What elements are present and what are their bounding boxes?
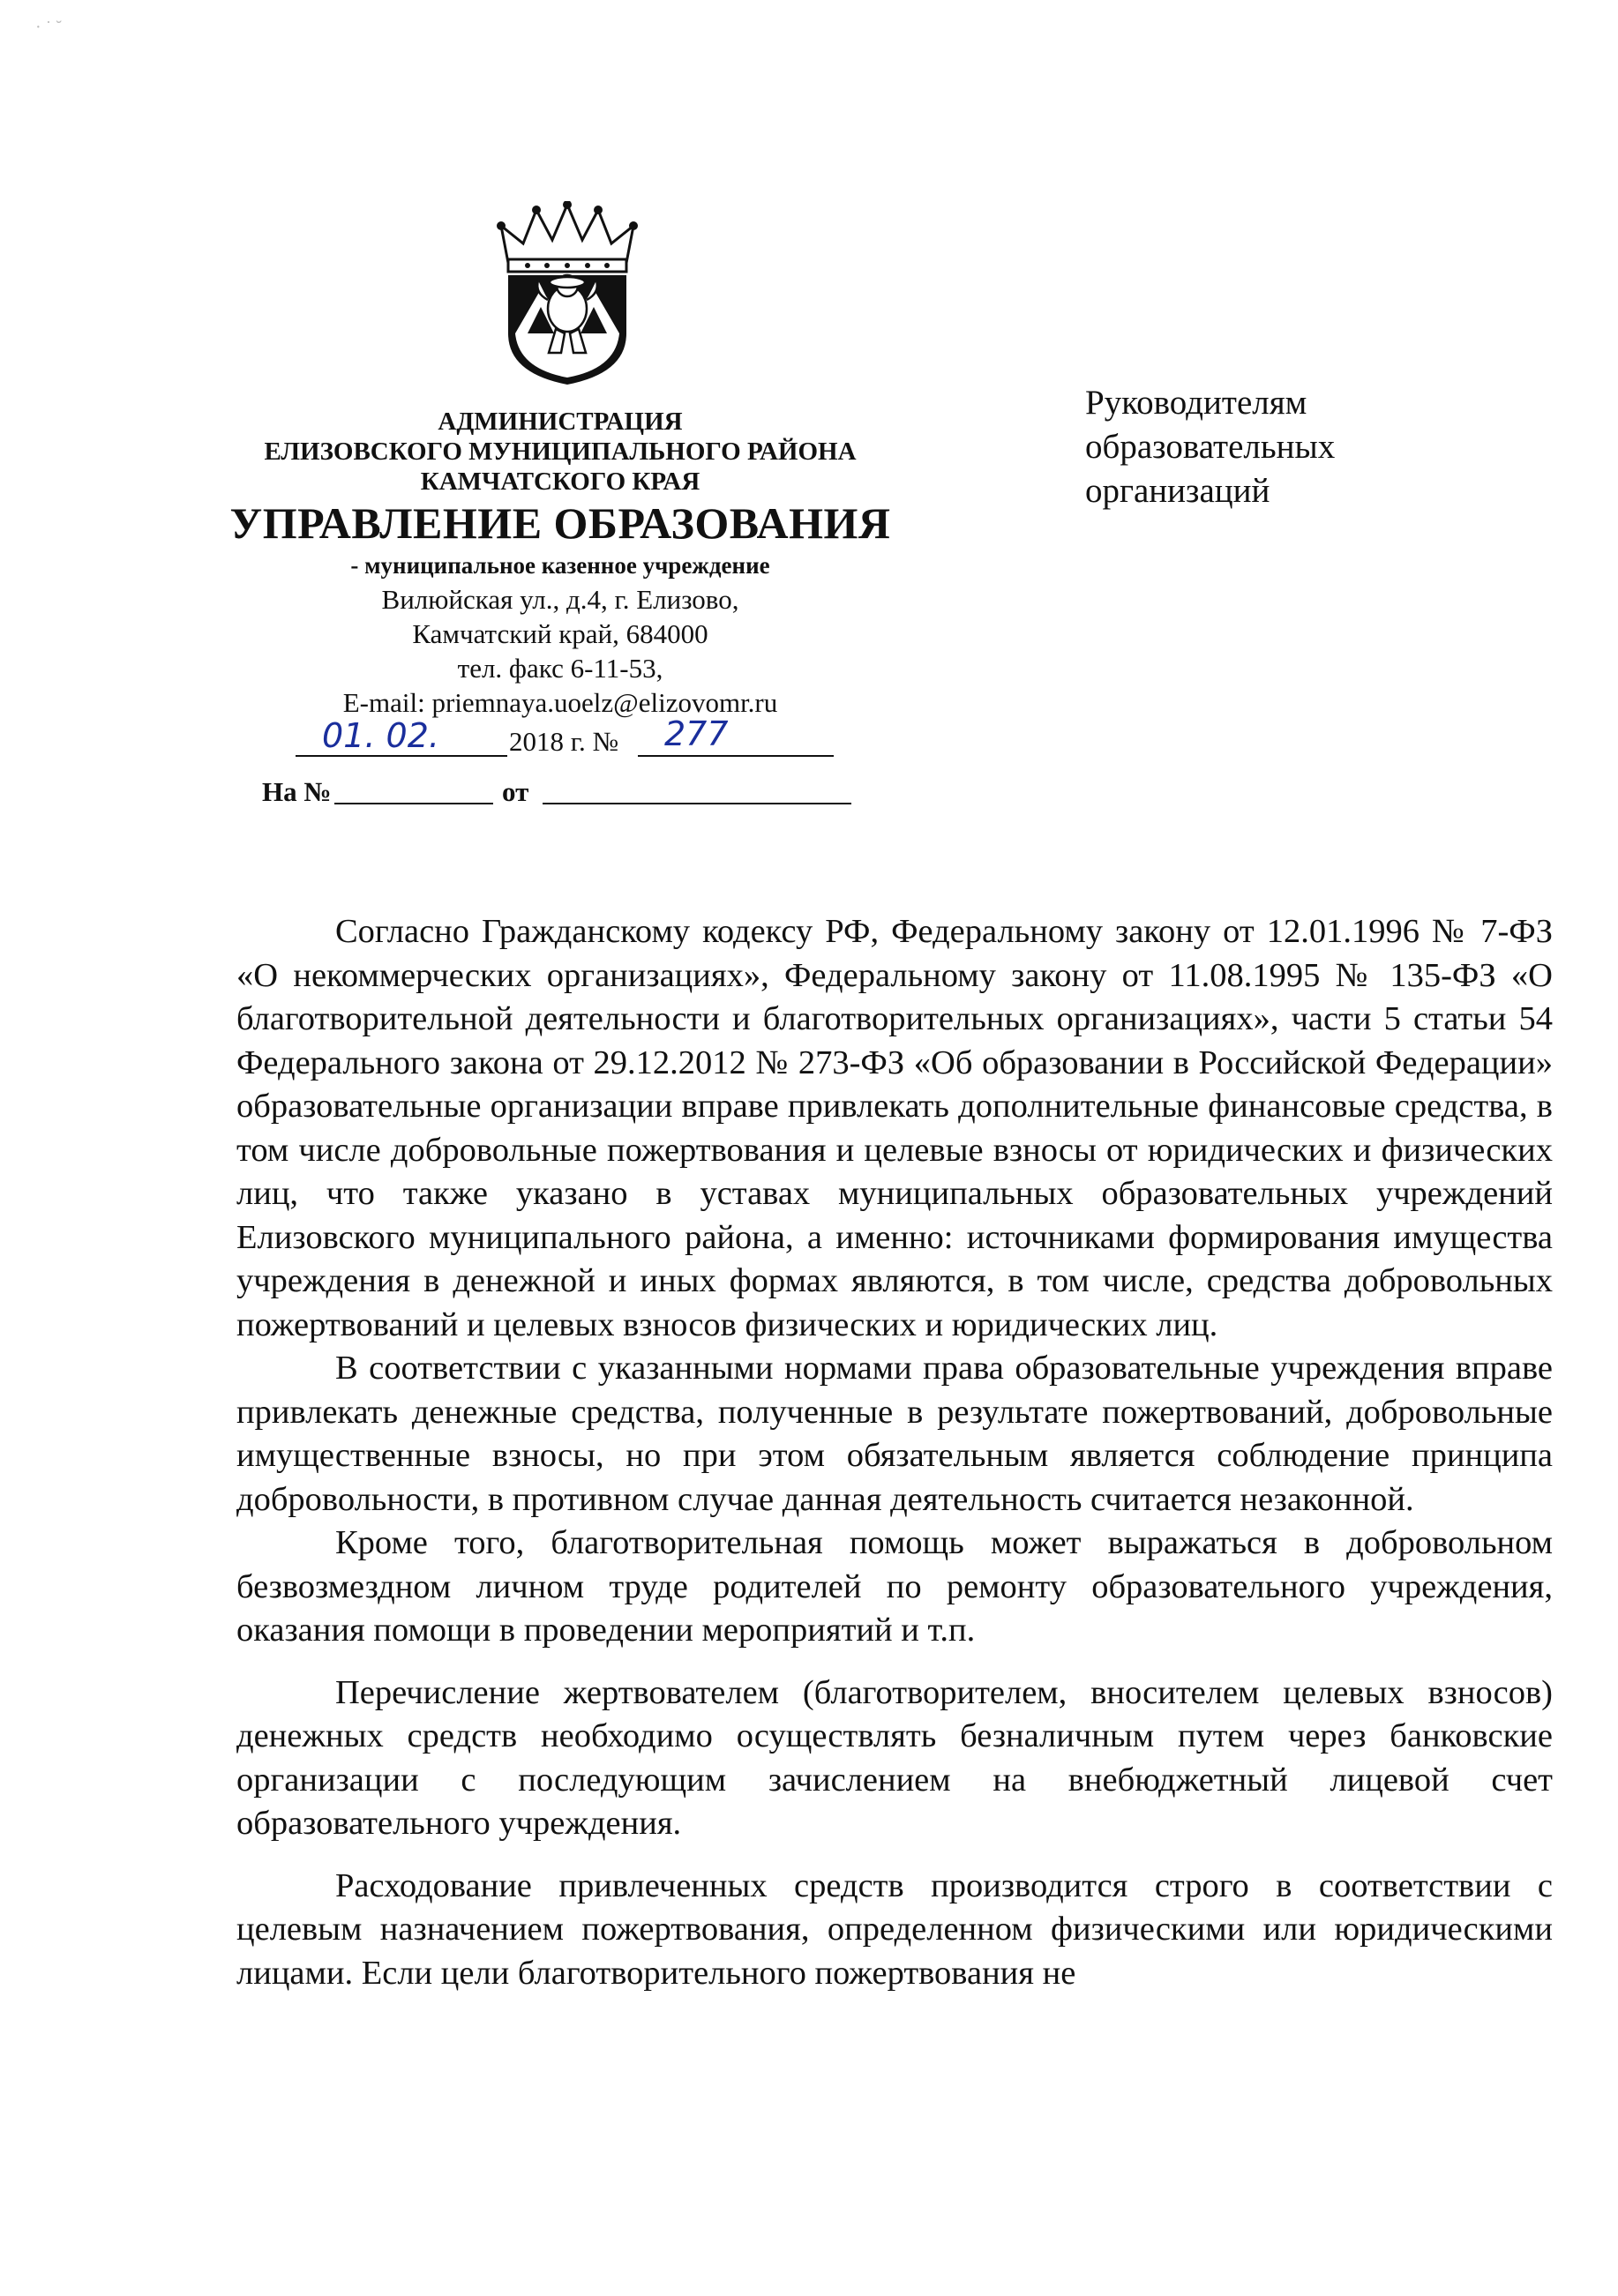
email: E-mail: priemnaya.uoelz@elizovomr.ru (342, 687, 778, 718)
date-underline (296, 755, 507, 757)
address-line2: Камчатский край, 684000 (412, 618, 708, 649)
paragraph-1: Согласно Гражданскому кодексу РФ, Федеральному закону от 12.01.1996 № 7-ФЗ «О некоммерческих организациях», Федеральному закону от 11.08.1995 № 135-ФЗ «О благотворительной деятельности и благотворительных организациях», части 5 статьи 54 Федерального закона от 29.12.2012 № 273-ФЗ «Об образовании в Российской Федерации» образовательные организации вправе привлекать дополнительные финансовые средства, в том числе добровольные пожертвования и целевые взносы от юридических и физических лиц, что также указано в уставах муниципальных образовательных учреждений Елизовского муниципального района, а именно: источниками формирования имущества учреждения в денежной и иных формах являются, в том числе, средства добровольных пожертвований и целевых взносов физических и юридических лиц. (236, 913, 1553, 1343)
number-underline (638, 755, 834, 757)
scan-speck: · ˙ ˘ (35, 18, 62, 37)
letter-body (236, 910, 1553, 1995)
addressee-line1: Руководителям (1085, 384, 1307, 422)
addressee-line2: образовательных (1085, 428, 1336, 466)
paragraph-4: Перечисление жертвователем (благотворителем, вносителем целевых взносов) денежных средств необходимо осуществлять безналичным путем через банковские организации с последующим зачислением на внебюджетный лицевой счет образовательного учреждения. (236, 1673, 1553, 1842)
year-label: 2018 г. № (509, 726, 619, 757)
org-name-line1: АДМИНИСТРАЦИЯ (438, 408, 683, 436)
department-title: УПРАВЛЕНИЕ ОБРАЗОВАНИЯ (229, 498, 891, 548)
paragraph-5: Расходование привлеченных средств производится строго в соответствии с целевым назначением пожертвования, определенном физическими или юридическими лицами. Если цели благотворительного пожертвования не (236, 1866, 1553, 1992)
paragraph-3: Кроме того, благотворительная помощь может выражаться в добровольном безвозмездном личном труде родителей по ремонту образовательного учреждения, оказания помощи в проведении мероприятий и т.п. (236, 1524, 1553, 1649)
coat-of-arms-emblem (492, 201, 642, 386)
addressee (1085, 381, 1335, 513)
phone-fax: тел. факс 6-11-53, (457, 653, 663, 684)
from-label: от (502, 776, 529, 807)
reply-number-underline (334, 803, 493, 804)
registration-line (296, 714, 843, 766)
org-name-line2: ЕЛИЗОВСКОГО МУНИЦИПАЛЬНОГО РАЙОНА (264, 438, 857, 466)
reply-reference-line (262, 776, 880, 811)
handwritten-number: 277 (664, 714, 729, 753)
handwritten-date: 01. 02. (322, 716, 439, 755)
reply-to-label: На № (262, 776, 332, 807)
org-name-line3: КАМЧАТСКОГО КРАЯ (420, 467, 700, 496)
address-line1: Вилюйская ул., д.4, г. Елизово, (381, 584, 739, 615)
org-status: - муниципальное казенное учреждение (350, 552, 770, 579)
addressee-line3: организаций (1085, 472, 1270, 510)
paragraph-2: В соответствии с указанными нормами права образовательные учреждения вправе привлекать денежные средства, полученные в результате пожертвований, добровольные имущественные взносы, но при этом обязательным является соблюдение принципа добровольности, в противном случае данная деятельность считается незаконной. (236, 1350, 1553, 1518)
reply-date-underline (543, 803, 851, 804)
